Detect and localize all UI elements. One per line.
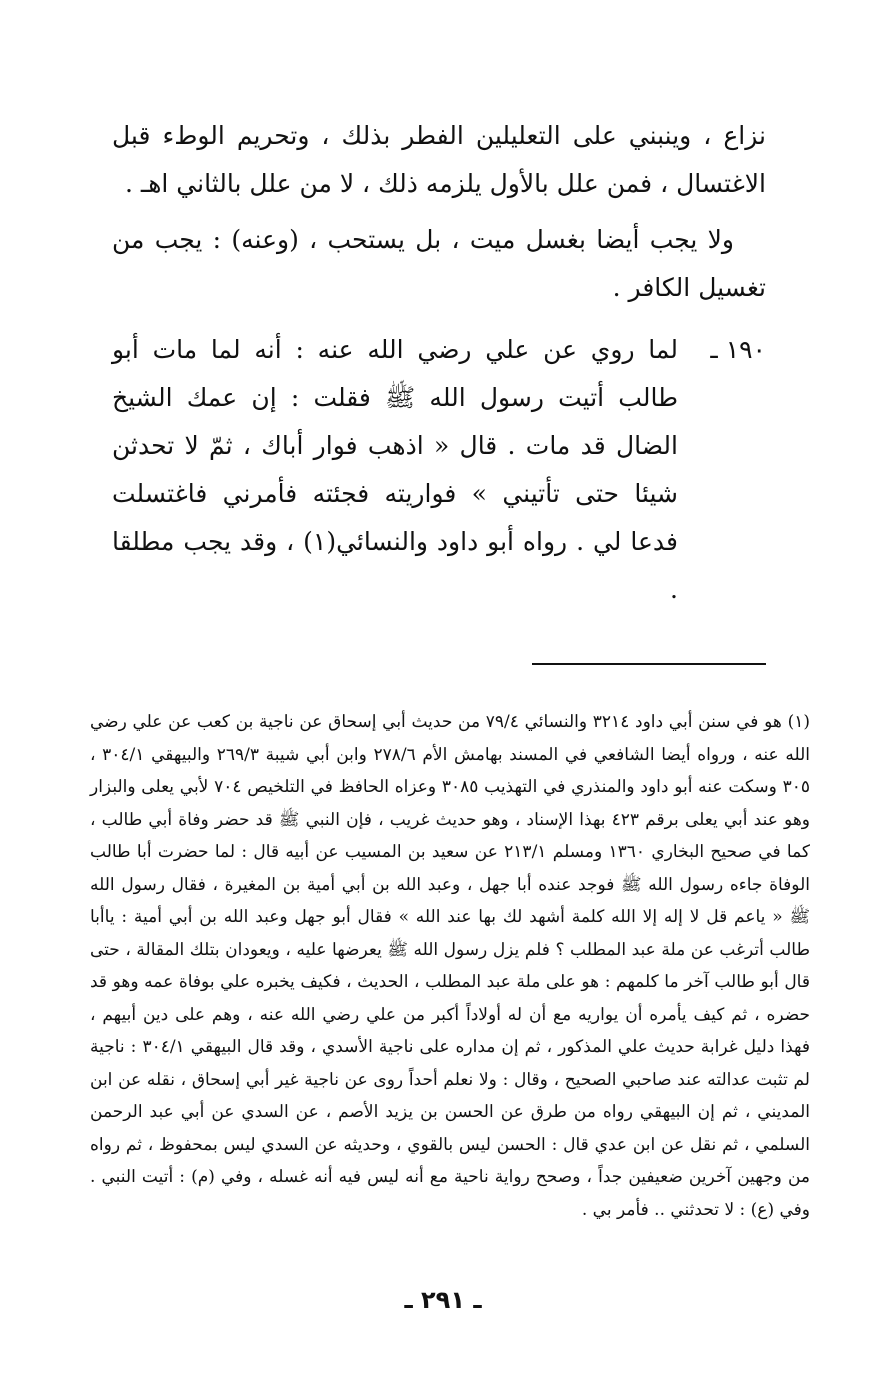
- paragraph-ghusl-mayyit: ولا يجب أيضا بغسل ميت ، بل يستحب ، (وعنه) : يجب من تغسيل الكافر .: [112, 225, 766, 302]
- page-number: ـ ٢٩١ ـ: [404, 1286, 482, 1314]
- main-text: [112, 112, 766, 614]
- paragraph-continuation: نزاع ، وينبني على التعليلين الفطر بذلك ، وتحريم الوطء قبل الاغتسال ، فمن علل بالأول يلزمه ذلك ، لا من علل بالثاني اهـ .: [112, 121, 766, 198]
- hadith-text: لما روي عن علي رضي الله عنه : أنه لما مات أبو طالب أتيت رسول الله ﷺ فقلت : إن عمك الشيخ الضال قد مات . قال « اذهب فوار أباك ، ثمّ لا تحدثن شيئا حتى تأتيني » فواريته فجئته فأمرني فاغتسلت فدعا لي . رواه أبو داود والنسائي(١) ، وقد يجب مطلقا .: [112, 335, 678, 604]
- hadith-number: ١٩٠ ـ: [710, 335, 766, 364]
- footnote-1: (١) هو في سنن أبي داود ٣٢١٤ والنسائي ٧٩/٤ من حديث أبي إسحاق عن ناجية بن كعب عن علي رضي الله عنه ، ورواه أيضا الشافعي في المسند بهامش الأم ٢٧٨/٦ وابن أبي شيبة ٢٦٩/٣ والبيهقي ٣٠٤/١ ، ٣٠٥ وسكت عنه أبو داود والمنذري في التهذيب ٣٠٨٥ وعزاه الحافظ في التلخيص ٧٠٤ لأبي يعلى والبزار وهو عند أبي يعلى برقم ٤٢٣ بهذا الإسناد ، وهو حديث غريب ، فإن النبي ﷺ قد حضر وفاة أبي طالب ، كما في صحيح البخاري ١٣٦٠ ومسلم ٢١٣/١ عن سعيد بن المسيب عن أبيه قال : لما حضرت أبا طالب الوفاة جاءه رسول الله ﷺ فوجد عنده أبا جهل ، وعبد الله بن أبي أمية بن المغيرة ، فقال رسول الله ﷺ « ياعم قل لا إله إلا الله كلمة أشهد لك بها عند الله » فقال أبو جهل وعبد الله بن أبي أمية : ياأبا طالب أترغب عن ملة عبد المطلب ؟ فلم يزل رسول الله ﷺ يعرضها عليه ، ويعودان بتلك المقالة ، حتى قال أبو طالب آخر ما كلمهم : هو على ملة عبد المطلب ، الحديث ، فكيف يخبره علي بوفاة عمه وهو قد حضره ، ثم كيف يأمره أن يواريه مع أن له أولاداً أكبر من علي رضي الله عنه ، وهم على دين أبيهم ، فهذا دليل غرابة حديث علي المذكور ، ثم إن مداره على ناجية الأسدي ، وقد قال البيهقي ٣٠٤/١ : ناجية لم تثبت عدالته عند صاحبي الصحيح ، وقال : ولا نعلم أحداً روى عن ناجية غير أبي إسحاق ، نقله عن ابن المديني ، ثم إن البيهقي رواه من طرق عن الحسن بن يزيد الأصم ، عن السدي عن أبي عبد الرحمن السلمي ، ثم نقل عن ابن عدي قال : الحسن ليس بالقوي ، وحديثه عن السدي ليس بمحفوظ ، ثم رواه من وجهين آخرين ضعيفين جداً ، وصحح رواية ناحية مع أنه ليس فيه أنه غسله ، وفي (م) : أتيت النبي . وفي (ع) : لا تحدثني .. فأمر بي .: [90, 712, 811, 1220]
- footnote-separator: [532, 663, 766, 665]
- footnotes: [90, 706, 810, 1226]
- hadith-190: [112, 326, 766, 614]
